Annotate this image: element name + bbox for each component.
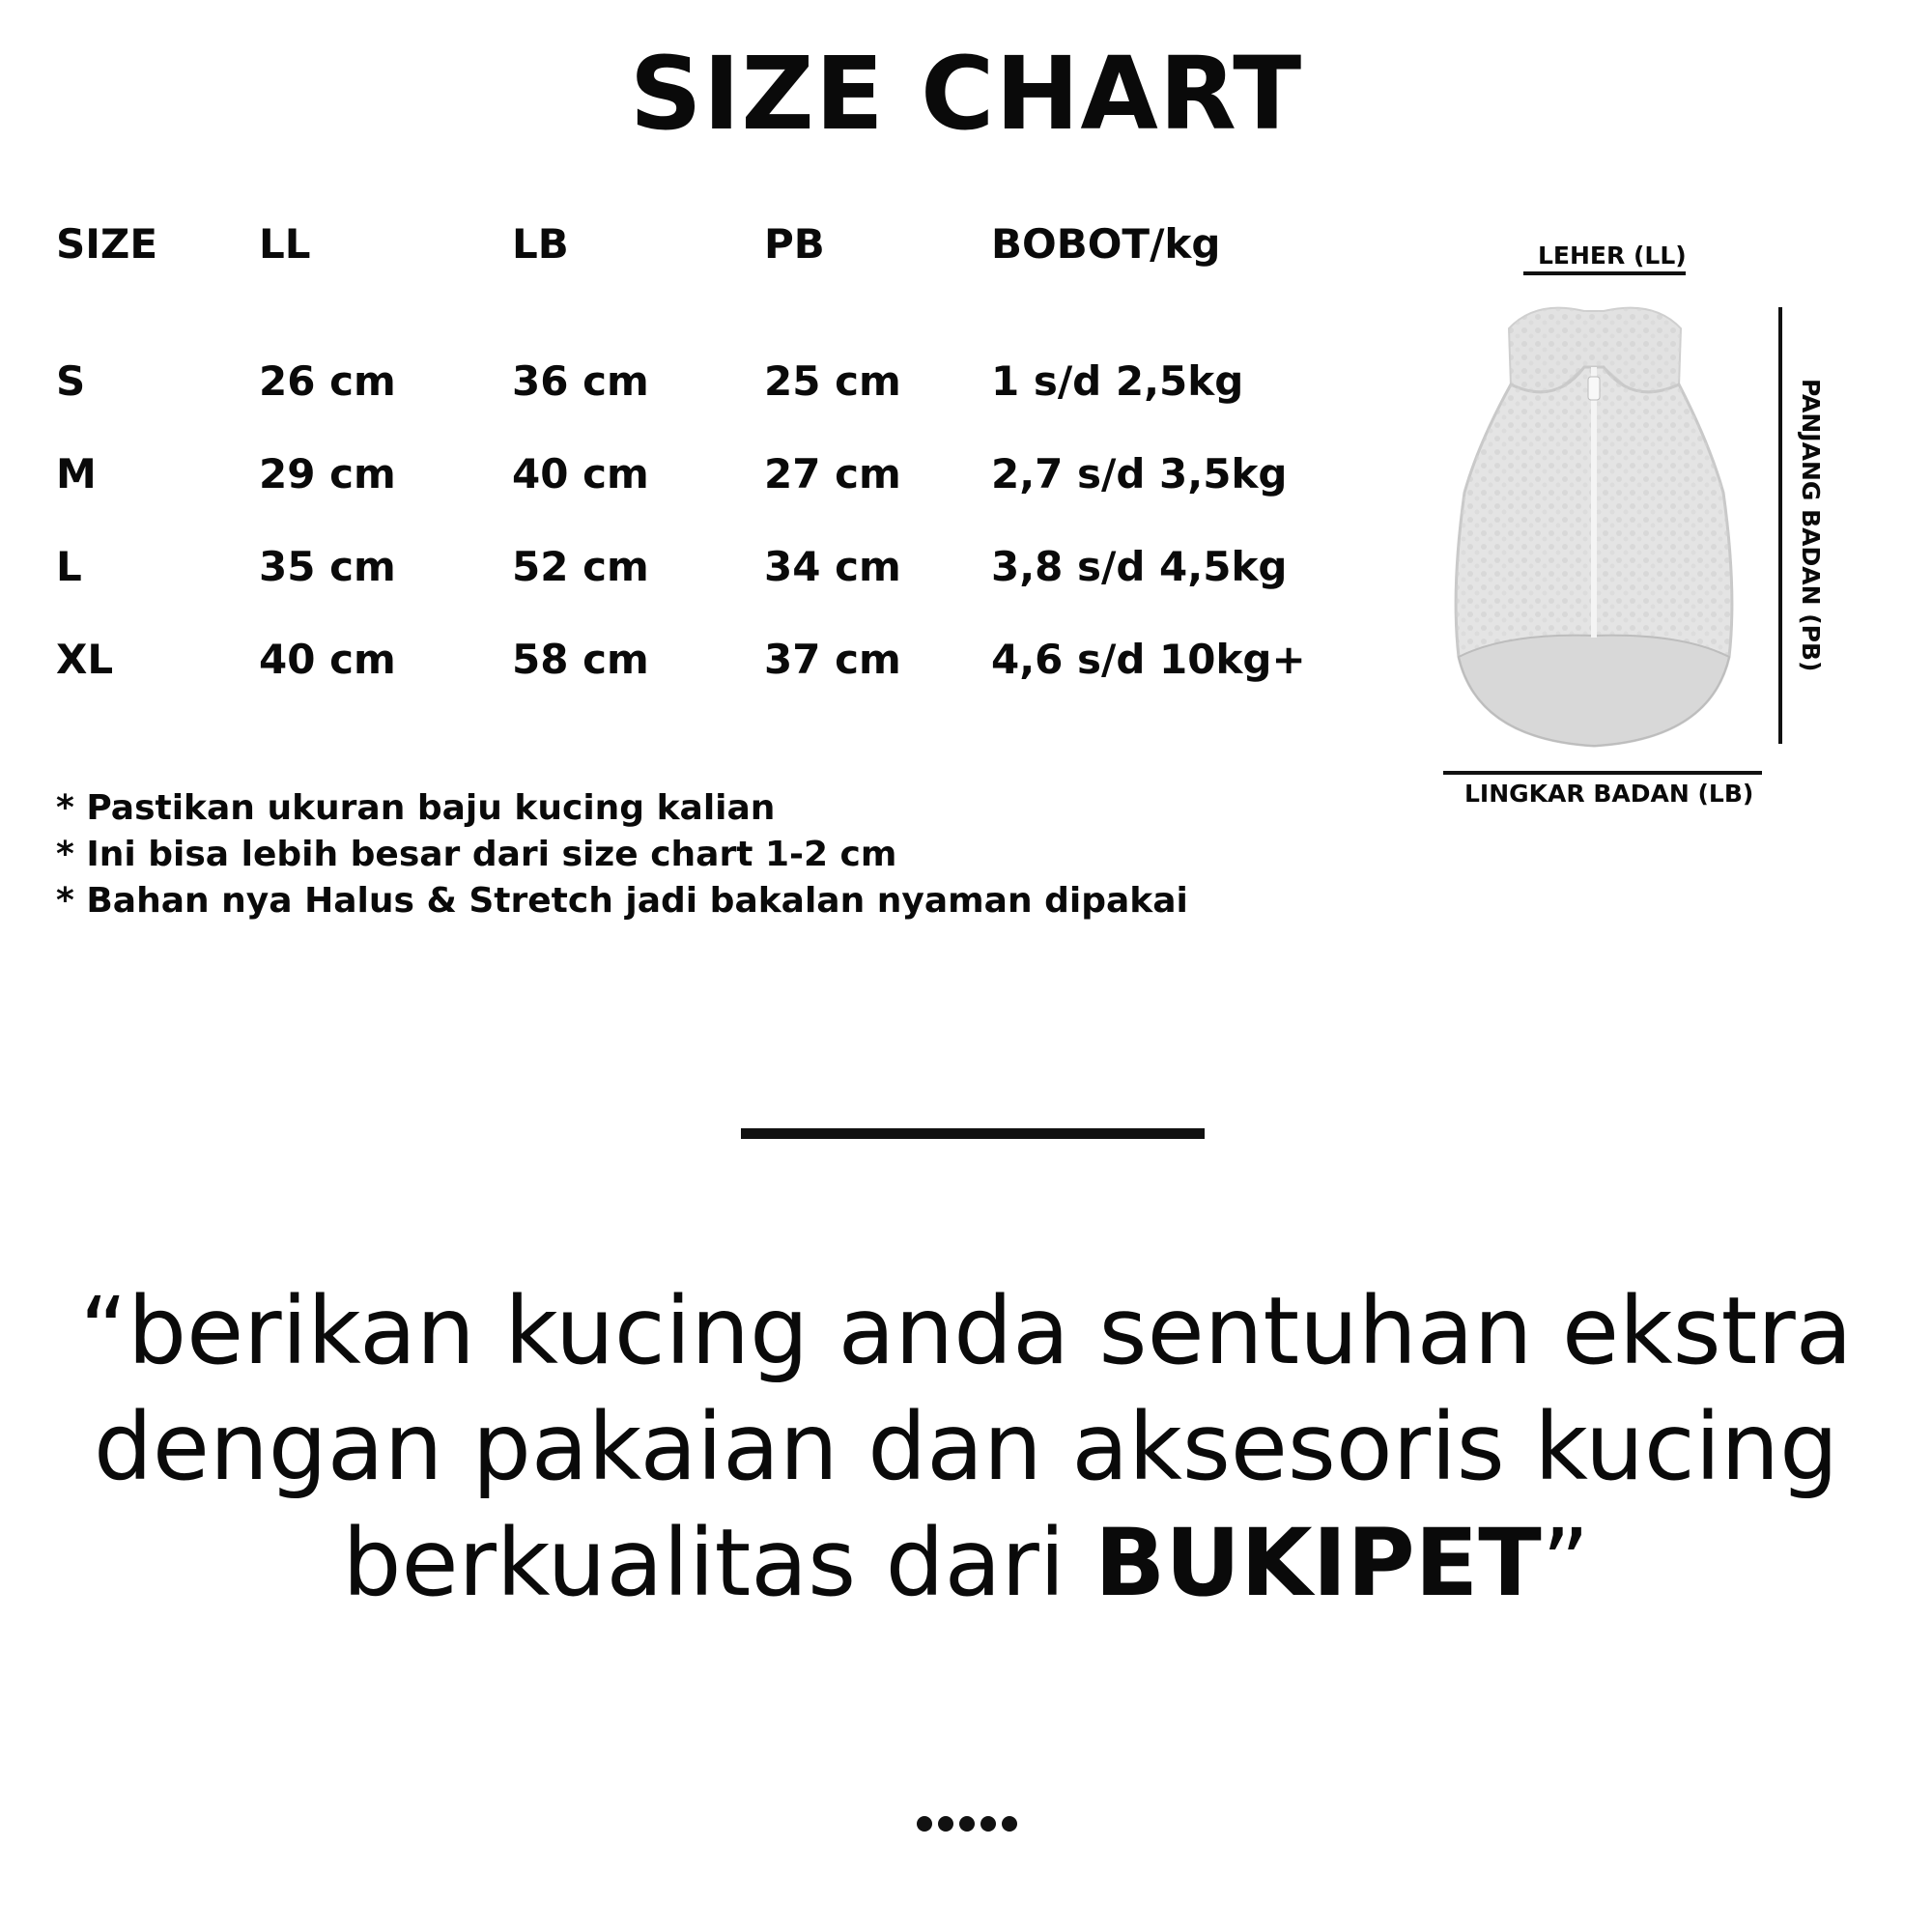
header-weight: BOBOT/kg	[991, 220, 1221, 268]
weight-cell: 3,8 s/d 4,5kg	[991, 543, 1288, 590]
header-lb: LB	[512, 220, 569, 268]
quote-line-3-prefix: berkualitas dari	[342, 1509, 1095, 1617]
dot-icon	[938, 1816, 953, 1832]
table-row	[56, 543, 1350, 601]
weight-cell: 4,6 s/d 10kg+	[991, 636, 1306, 683]
ll-cell: 40 cm	[259, 636, 396, 683]
neck-label: LEHER (LL)	[1538, 242, 1687, 270]
vest-image	[1439, 299, 1748, 753]
weight-cell: 2,7 s/d 3,5kg	[991, 450, 1288, 497]
pb-cell: 37 cm	[764, 636, 901, 683]
chest-measure-line	[1443, 771, 1762, 775]
ll-cell: 29 cm	[259, 450, 396, 497]
lb-cell: 36 cm	[512, 357, 649, 405]
note-item: * Ini bisa lebih besar dari size chart 1-2 cm	[56, 835, 897, 874]
lb-cell: 58 cm	[512, 636, 649, 683]
quote-close: ”	[1541, 1509, 1590, 1617]
weight-cell: 1 s/d 2,5kg	[991, 357, 1244, 405]
pb-cell: 27 cm	[764, 450, 901, 497]
note-item: * Pastikan ukuran baju kucing kalian	[56, 788, 776, 828]
brand-name: BUKIPET	[1094, 1509, 1542, 1617]
header-size: SIZE	[56, 220, 158, 268]
dot-icon	[1002, 1816, 1017, 1832]
pagination-dots	[917, 1816, 1017, 1832]
dot-icon	[980, 1816, 996, 1832]
length-label: PANJANG BADAN (PB)	[1797, 379, 1825, 672]
pb-cell: 34 cm	[764, 543, 901, 590]
size-cell: M	[56, 450, 97, 497]
quote-line-1: “berikan kucing anda sentuhan ekstra	[79, 1277, 1853, 1385]
length-measure-line	[1778, 307, 1782, 744]
pb-cell: 25 cm	[764, 357, 901, 405]
lb-cell: 52 cm	[512, 543, 649, 590]
lb-cell: 40 cm	[512, 450, 649, 497]
header-ll: LL	[259, 220, 311, 268]
table-row	[56, 636, 1350, 694]
quote-line-2: dengan pakaian dan aksesoris kucing	[93, 1393, 1839, 1501]
table-row	[56, 357, 1350, 415]
divider	[741, 1128, 1205, 1139]
measurement-diagram	[1430, 232, 1835, 831]
neck-measure-line	[1523, 271, 1686, 275]
header-pb: PB	[764, 220, 825, 268]
ll-cell: 35 cm	[259, 543, 396, 590]
notes	[56, 785, 1188, 924]
ll-cell: 26 cm	[259, 357, 396, 405]
dot-icon	[917, 1816, 932, 1832]
table-header-row	[56, 220, 1350, 278]
table-row	[56, 450, 1350, 508]
chest-label: LINGKAR BADAN (LB)	[1464, 780, 1754, 808]
tagline-quote	[0, 1273, 1932, 1621]
dot-icon	[959, 1816, 975, 1832]
size-cell: S	[56, 357, 86, 405]
note-item: * Bahan nya Halus & Stretch jadi bakalan nyaman dipakai	[56, 881, 1188, 921]
page-title: SIZE CHART	[629, 35, 1303, 153]
size-cell: L	[56, 543, 82, 590]
size-cell: XL	[56, 636, 114, 683]
